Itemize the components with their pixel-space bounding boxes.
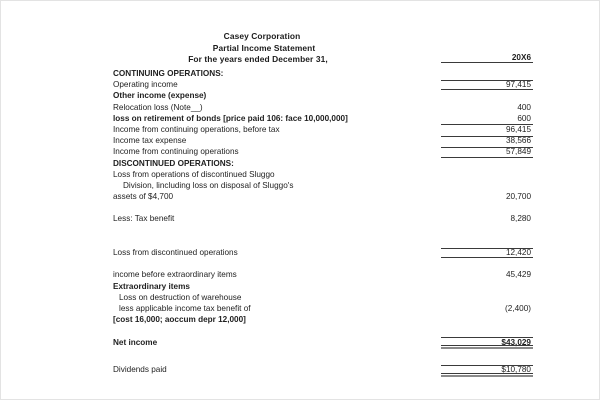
statement-name: Partial Income Statement (212, 42, 316, 53)
table-row (113, 247, 533, 258)
table-row (113, 68, 533, 79)
statement-period: For the years ended December 31, (188, 54, 328, 64)
row-amount: 97,415 (441, 79, 533, 90)
table-row (113, 135, 533, 146)
column-header-row (113, 52, 533, 63)
table-row (113, 146, 533, 157)
row-amount: 600 (517, 113, 531, 123)
row-amount: 38,566 (441, 135, 533, 146)
row-label: income before extraordinary items (113, 270, 237, 280)
row-amount: 57,849 (441, 146, 533, 157)
table-row (113, 124, 533, 135)
row-label: Other income (expense) (113, 91, 207, 101)
row-amount: $43,029 (441, 337, 533, 348)
table-row (113, 213, 533, 224)
row-amount: (2,400) (505, 303, 531, 313)
statement-body (113, 68, 533, 376)
row-label: Dividends paid (113, 365, 167, 375)
table-row (113, 191, 533, 202)
row-amount: 45,429 (505, 270, 531, 280)
row-label: Relocation loss (Note__) (113, 102, 203, 112)
row-amount: 400 (517, 102, 531, 112)
table-row (113, 337, 533, 348)
row-label: Net income (113, 337, 158, 347)
row-amount: 96,415 (441, 124, 533, 135)
row-spacer (113, 348, 533, 359)
row-label: Operating income (113, 80, 178, 90)
table-row (113, 314, 533, 325)
table-row (113, 180, 533, 191)
table-row (113, 158, 533, 169)
row-label: Loss from discontinued operations (113, 248, 238, 257)
table-row (113, 303, 533, 314)
row-amount: 12,420 (441, 247, 533, 258)
row-spacer (113, 325, 533, 336)
row-label: [cost 16,000; aoccum depr 12,000] (113, 315, 246, 325)
row-spacer (113, 258, 533, 269)
row-label: Income from continuing operations (113, 147, 239, 157)
row-spacer (113, 202, 533, 213)
table-row (113, 90, 533, 101)
row-amount: 20,700 (505, 192, 531, 202)
column-header-year: 20X6 (441, 52, 533, 63)
table-row (113, 169, 533, 180)
table-row (113, 292, 533, 303)
row-label: CONTINUING OPERATIONS: (113, 69, 224, 78)
row-label: Income tax expense (113, 136, 187, 146)
row-label: Income from continuing operations, before tax (113, 124, 280, 134)
table-row (113, 113, 533, 124)
table-row (113, 269, 533, 280)
company-name: Casey Corporation (223, 31, 301, 41)
row-label: Loss from operations of discontinued Sluggo (113, 169, 275, 179)
row-amount: 8,280 (510, 214, 531, 224)
row-spacer (113, 236, 533, 247)
row-label: less applicable income tax benefit of (119, 303, 251, 313)
row-label: Loss on destruction of warehouse (119, 292, 242, 302)
row-label: Division, lincluding loss on disposal of Sluggo's (123, 180, 294, 190)
row-spacer (113, 225, 533, 236)
table-row (113, 281, 533, 292)
table-row (113, 364, 533, 375)
row-label: loss on retirement of bonds [price paid 106: face 10,000,000] (113, 113, 348, 123)
income-statement-sheet (1, 1, 600, 400)
row-label: DISCONTINUED OPERATIONS: (113, 158, 234, 168)
table-row (113, 102, 533, 113)
row-label: Less: Tax benefit (113, 214, 175, 224)
row-amount: $10,780 (441, 364, 533, 375)
table-row (113, 79, 533, 90)
row-label: assets of $4,700 (113, 192, 174, 202)
row-label: Extraordinary items (113, 281, 190, 291)
